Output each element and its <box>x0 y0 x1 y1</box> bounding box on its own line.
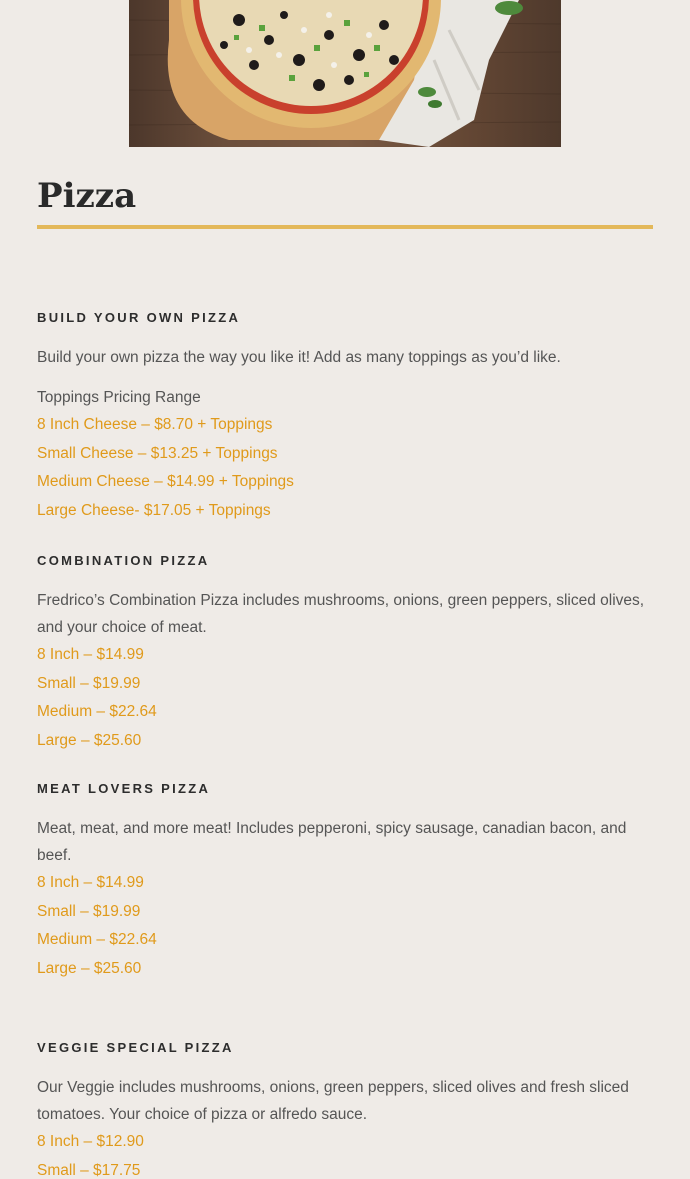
section-build-your-own <box>37 309 657 525</box>
price-list <box>37 1128 657 1179</box>
section-heading: BUILD YOUR OWN PIZZA <box>37 310 241 325</box>
section-description: Fredrico’s Combination Pizza includes mushrooms, onions, green peppers, sliced olives, and your choice of meat. <box>37 592 645 636</box>
section-veggie-special <box>37 1039 657 1179</box>
price-item: Large Cheese- $17.05 + Toppings <box>37 501 271 519</box>
page-title: Pizza <box>37 176 137 216</box>
price-item: Medium Cheese – $14.99 + Toppings <box>37 473 294 490</box>
price-list <box>37 411 657 525</box>
price-item: Small – $19.99 <box>37 674 141 692</box>
section-heading: VEGGIE SPECIAL PIZZA <box>37 1040 234 1055</box>
price-item: 8 Inch – $12.90 <box>37 1133 144 1150</box>
price-item: Medium – $22.64 <box>37 931 157 948</box>
section-description: Meat, meat, and more meat! Includes pepperoni, spicy sausage, canadian bacon, and beef. <box>37 820 627 864</box>
section-description: Our Veggie includes mushrooms, onions, green peppers, sliced olives and fresh sliced tomatoes. Your choice of pizza or alfredo sauce. <box>37 1079 629 1123</box>
price-item: Large – $25.60 <box>37 959 142 977</box>
section-heading: COMBINATION PIZZA <box>37 553 210 568</box>
section-heading: MEAT LOVERS PIZZA <box>37 781 211 796</box>
price-item: Medium – $22.64 <box>37 703 157 720</box>
price-item: 8 Inch Cheese – $8.70 + Toppings <box>37 416 273 433</box>
price-list <box>37 641 657 755</box>
title-underline <box>37 225 653 229</box>
price-item: Small – $17.75 <box>37 1161 141 1179</box>
price-item: Small – $19.99 <box>37 902 141 920</box>
toppings-pricing-label: Toppings Pricing Range <box>37 389 201 406</box>
hero-pizza-image <box>129 0 561 147</box>
price-item: Small Cheese – $13.25 + Toppings <box>37 444 278 462</box>
price-list <box>37 869 657 983</box>
price-item: Large – $25.60 <box>37 731 142 749</box>
section-combination <box>37 552 657 755</box>
section-meat-lovers <box>37 780 657 983</box>
section-description: Build your own pizza the way you like it! Add as many toppings as you’d like. <box>37 349 561 366</box>
price-item: 8 Inch – $14.99 <box>37 874 144 891</box>
pizza-illustration <box>129 0 561 147</box>
price-item: 8 Inch – $14.99 <box>37 646 144 663</box>
